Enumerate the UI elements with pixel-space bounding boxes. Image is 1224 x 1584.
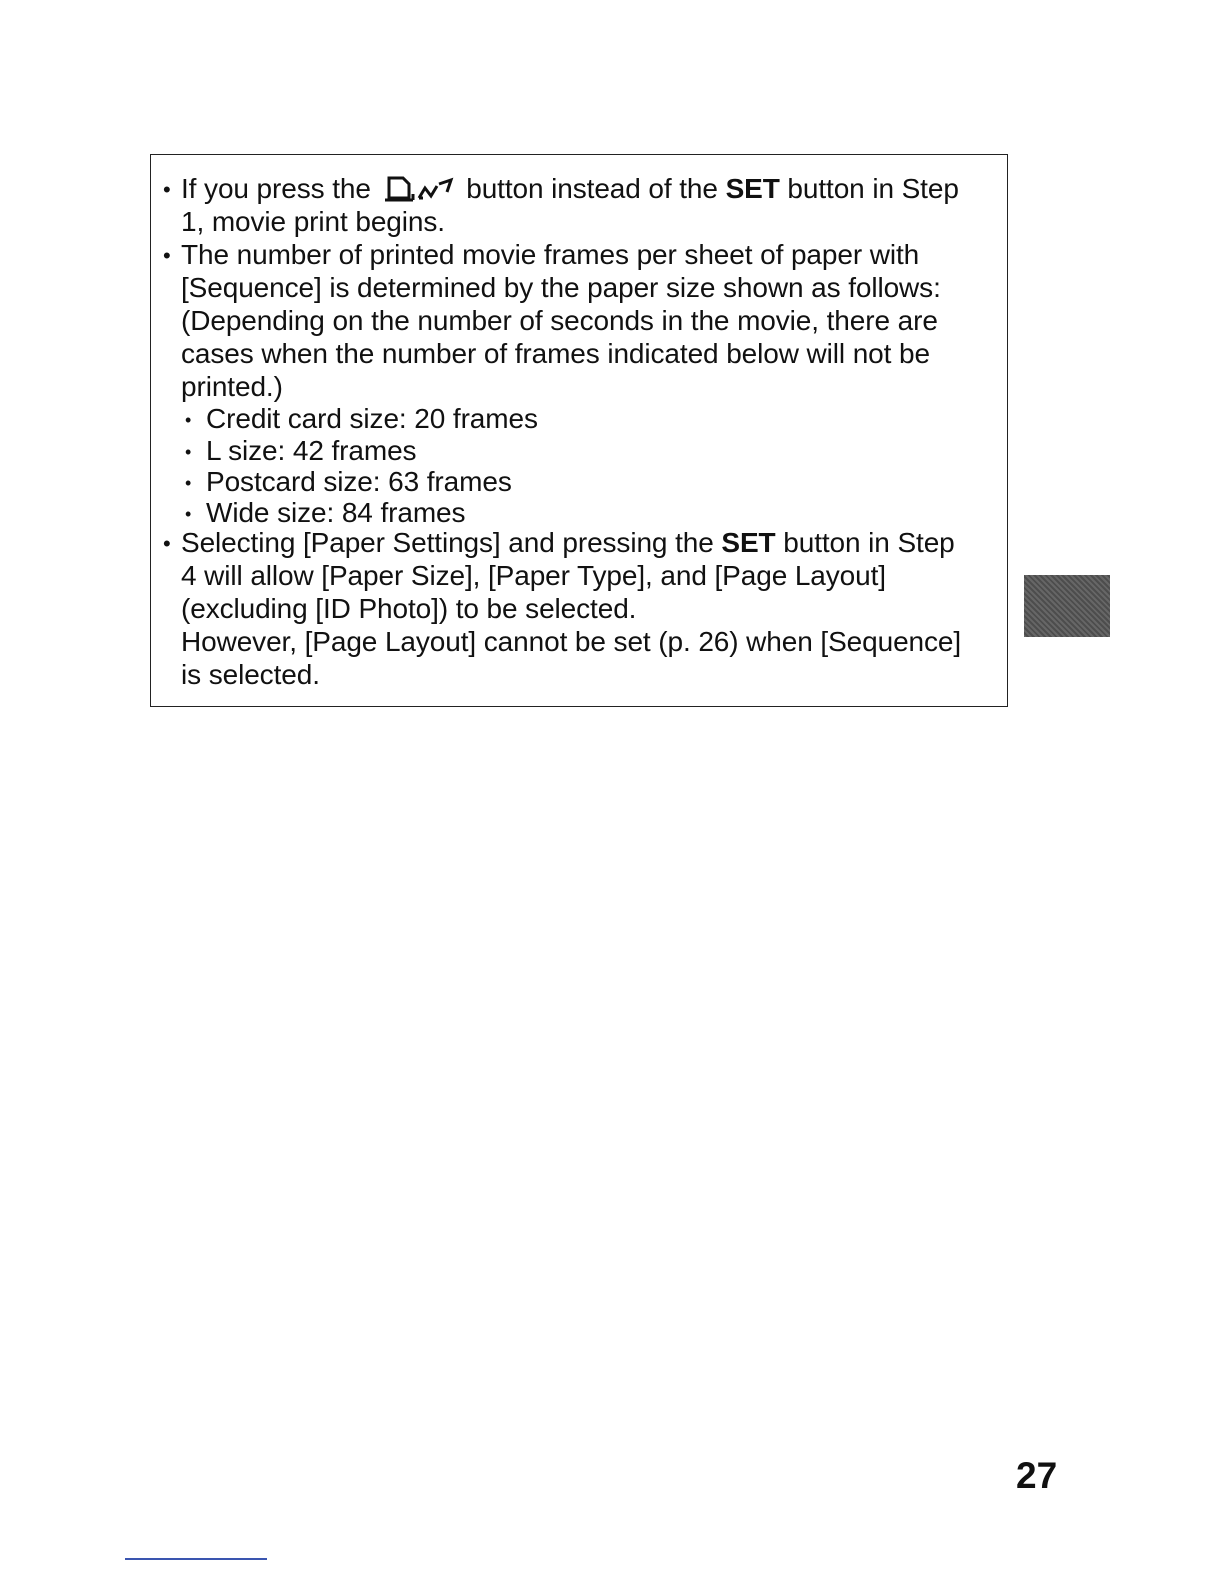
note-box <box>150 154 1008 707</box>
sub-bullet: • <box>185 442 192 462</box>
note-p3-line4: However, [Page Layout] cannot be set (p. 26) when [Sequence] <box>181 626 962 657</box>
note-p3-line5: is selected. <box>181 659 320 690</box>
page-number: 27 <box>1016 1455 1058 1496</box>
sub-bullet: • <box>185 410 192 430</box>
bullet: • <box>163 531 171 556</box>
note-p1-line2: 1, movie print begins. <box>181 206 445 237</box>
note-p2-line4: cases when the number of frames indicated below will not be <box>181 338 930 369</box>
sub-bullet: • <box>185 473 192 493</box>
chapter-tab <box>1024 575 1110 637</box>
size-item: Wide size: 84 frames <box>206 497 466 528</box>
note-p2-line3: (Depending on the number of seconds in the movie, there are <box>181 305 938 336</box>
note-p1-line1: If you press the button instead of the SET button in Step <box>181 173 959 204</box>
note-p3-line2: 4 will allow [Paper Size], [Paper Type], and [Page Layout] <box>181 560 886 591</box>
note-p2-line5: printed.) <box>181 371 283 402</box>
size-item: L size: 42 frames <box>206 435 417 466</box>
note-p3-line1: Selecting [Paper Settings] and pressing the SET button in Step <box>181 527 955 558</box>
note-p2-line2: [Sequence] is determined by the paper size shown as follows: <box>181 272 941 303</box>
sub-bullet: • <box>185 504 192 524</box>
footer-rule <box>125 1558 267 1560</box>
print-share-icon <box>379 174 459 202</box>
bullet: • <box>163 243 171 268</box>
note-p2-line1: The number of printed movie frames per sheet of paper with <box>181 239 920 270</box>
bullet: • <box>163 177 171 202</box>
size-item: Credit card size: 20 frames <box>206 403 538 434</box>
note-p3-line3: (excluding [ID Photo]) to be selected. <box>181 593 637 624</box>
size-item: Postcard size: 63 frames <box>206 466 512 497</box>
